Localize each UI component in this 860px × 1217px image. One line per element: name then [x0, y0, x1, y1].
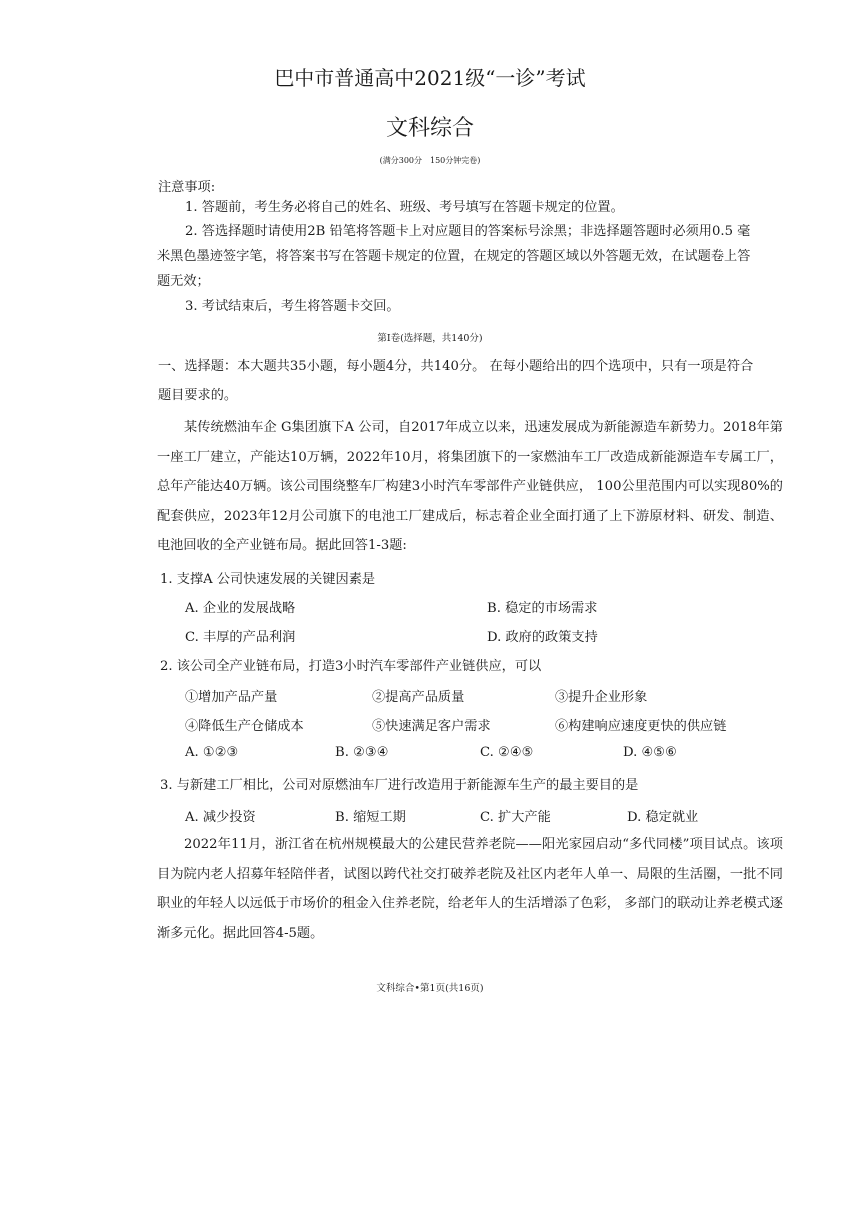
question-3-stem: 3. 与新建工厂相比，公司对原燃油车厂进行改造用于新能源车生产的最主要目的是 — [160, 778, 639, 793]
subject-title: 文科综合 — [385, 116, 474, 141]
question-2-statement-5: ⑤快速满足客户需求 — [372, 719, 491, 734]
exam-title: 巴中市普通高中2021级“一诊”考试 — [274, 66, 586, 90]
question-1-stem: 1. 支撑A 公司快速发展的关键因素是 — [160, 572, 376, 587]
notice-heading: 注意事项: — [158, 180, 216, 195]
notice-item-2-line-1: 2. 答选择题时请使用2B 铅笔将答题卡上对应题目的答案标号涂黑；非选择题答题时必须用0.5 毫 — [185, 224, 751, 239]
question-3-option-c: C. 扩大产能 — [480, 810, 551, 825]
question-1-option-c: C. 丰厚的产品利润 — [185, 630, 296, 645]
notice-item-2-line-3: 题无效； — [157, 274, 210, 289]
question-1-option-a: A. 企业的发展战略 — [185, 601, 296, 616]
question-3-option-b: B. 缩短工期 — [335, 810, 406, 825]
notice-item-3: 3. 考试结束后，考生将答题卡交回。 — [185, 299, 400, 314]
question-2-statement-1: ①增加产品产量 — [185, 690, 278, 705]
material-1-paragraph: 某传统燃油车企 G集团旗下A 公司，自2017年成立以来，迅速发展成为新能源造车新势力。2018年第一座工厂建立，产能达10万辆，2022年10月，将集团旗下的一家燃油车工厂改造成新能源造车专属工厂，总年产能达40万辆。该公司围绕整车厂构建3小时汽车零部件产业链供应， 100公里范围内可以实现80%的配套供应，2023年12月公司旗下的电池工厂建成后，标志着企业全面打通了上下游原材料、研发、制造、 电池回收的全产业链布局。据此回答1-3题: — [157, 420, 783, 554]
question-2-statement-2: ②提高产品质量 — [372, 690, 465, 705]
notice-item-1: 1. 答题前，考生务必将自己的姓名、班级、考号填写在答题卡规定的位置。 — [185, 200, 624, 215]
question-3-option-a: A. 减少投资 — [185, 810, 256, 825]
question-2-statement-6: ⑥构建响应速度更快的供应链 — [555, 719, 727, 734]
page-footer: 文科综合•第1页(共16页) — [376, 983, 484, 994]
question-2-option-b: B. ②③④ — [335, 745, 389, 760]
question-2-statement-4: ④降低生产仓储成本 — [185, 719, 304, 734]
section-header: 第Ⅰ卷(选择题，共140分) — [377, 333, 483, 344]
question-2-option-a: A. ①②③ — [185, 745, 239, 760]
section-intro-line-2: 题目要求的。 — [158, 388, 238, 403]
question-2-option-d: D. ④⑤⑥ — [623, 745, 677, 760]
question-2-option-c: C. ②④⑤ — [480, 745, 534, 760]
notice-item-2-line-2: 米黑色墨迹签字笔，将答案书写在答题卡规定的位置，在规定的答题区域以外答题无效，在试题卷上答 — [157, 249, 751, 264]
question-3-option-d: D. 稳定就业 — [627, 810, 699, 825]
question-2-stem: 2. 该公司全产业链布局，打造3小时汽车零部件产业链供应，可以 — [160, 659, 542, 674]
question-2-statement-3: ③提升企业形象 — [555, 690, 648, 705]
section-intro-line-1: 一、选择题：本大题共35小题，每小题4分，共140分。 在每小题给出的四个选项中，只有一项是符合 — [158, 359, 754, 374]
exam-info: (满分300分 150分钟完卷) — [379, 156, 481, 165]
question-1-option-d: D. 政府的政策支持 — [487, 630, 598, 645]
material-2-paragraph: 2022年11月，浙江省在杭州规模最大的公建民营养老院——阳光家园启动“多代同楼”项目试点。该项目为院内老人招募年轻陪伴者，试图以跨代社交打破养老院及社区内老年人单一、局限的生活圈，一批不同职业的年轻人以远低于市场价的租金入住养老院，给老年人的生活增添了色彩， 多部门的联动让养老模式逐渐多元化。据此回答4-5题。 — [157, 837, 783, 941]
question-1-option-b: B. 稳定的市场需求 — [487, 601, 598, 616]
